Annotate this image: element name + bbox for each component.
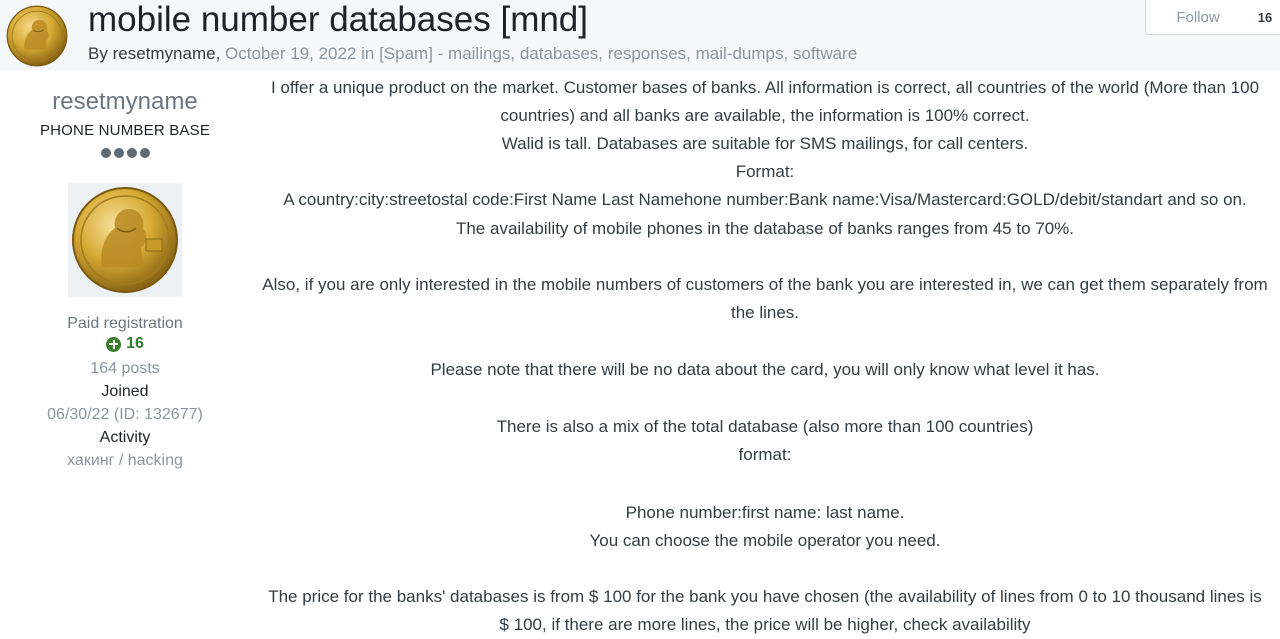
post-paragraph: Please note that there will be no data about the card, you will only know what level it has. xyxy=(430,360,1100,379)
registration-status: Paid registration xyxy=(67,315,183,332)
follow-label: Follow xyxy=(1176,8,1220,26)
author-name[interactable]: resetmyname xyxy=(52,88,198,115)
rank-pip xyxy=(127,148,137,158)
rank-pip xyxy=(101,148,111,158)
medal-avatar-icon xyxy=(68,183,182,297)
plus-circle-icon xyxy=(106,337,121,352)
author-photo[interactable] xyxy=(68,183,182,297)
post-count: 164 posts xyxy=(90,360,160,377)
post-paragraph: Phone number:first name: last name. xyxy=(625,503,905,522)
topic-byline xyxy=(88,44,857,64)
post-paragraph: Format: xyxy=(735,162,795,181)
post-paragraph: I offer a unique product on the market. Customer bases of banks. All information is correct, all countries of the world (More than 100 countries) and all banks are available, the information is 100% correct. xyxy=(270,78,1260,125)
post-paragraph: The price for the banks' databases is from $ 100 for the bank you have chosen (the availability of lines from 0 to 10 thousand lines is $ 100, if there are more lines, the price will be higher, check availability xyxy=(268,587,1262,634)
activity-label: Activity xyxy=(99,429,151,446)
rank-pip xyxy=(140,148,150,158)
joined-label: Joined xyxy=(101,383,149,400)
header-avatar[interactable] xyxy=(6,5,68,67)
rank-pips xyxy=(0,148,250,158)
post-paragraph: format: xyxy=(738,445,792,464)
follow-count: 16 xyxy=(1257,9,1273,25)
post-paragraph: You can choose the mobile operator you need. xyxy=(589,531,941,550)
rank-pip xyxy=(114,148,124,158)
author-group: PHONE NUMBER BASE xyxy=(39,122,211,139)
author-panel xyxy=(0,70,250,639)
reputation-count: 16 xyxy=(126,335,144,352)
author-link[interactable]: resetmyname xyxy=(112,44,216,63)
post-content xyxy=(250,70,1280,639)
activity-value: хакинг / hacking xyxy=(67,452,183,469)
post-paragraph: A country:city:streetostal code:First Name Last Namehone number:Bank name:Visa/Mastercard:GOLD/debit/standart and so on. xyxy=(283,190,1247,209)
post-paragraph: There is also a mix of the total database (also more than 100 countries) xyxy=(496,417,1034,436)
post-paragraph: Also, if you are only interested in the mobile numbers of customers of the bank you are interested in, we can get them separately from the lines. xyxy=(262,275,1268,322)
topic-header xyxy=(0,0,1280,70)
post-paragraph: The availability of mobile phones in the database of banks ranges from 45 to 70%. xyxy=(455,219,1075,238)
joined-value: 06/30/22 (ID: 132677) xyxy=(47,406,203,423)
page-title: mobile number databases [mnd] xyxy=(88,0,588,39)
reputation xyxy=(0,335,250,353)
post-paragraph: Walid is tall. Databases are suitable for SMS mailings, for call centers. xyxy=(501,134,1029,153)
follow-button[interactable] xyxy=(1145,0,1280,35)
by-prefix: By xyxy=(88,44,108,63)
date-forum-link[interactable]: October 19, 2022 in [Spam] - mailings, databases, responses, mail-dumps, software xyxy=(225,44,858,63)
byline-comma: , xyxy=(215,44,221,63)
